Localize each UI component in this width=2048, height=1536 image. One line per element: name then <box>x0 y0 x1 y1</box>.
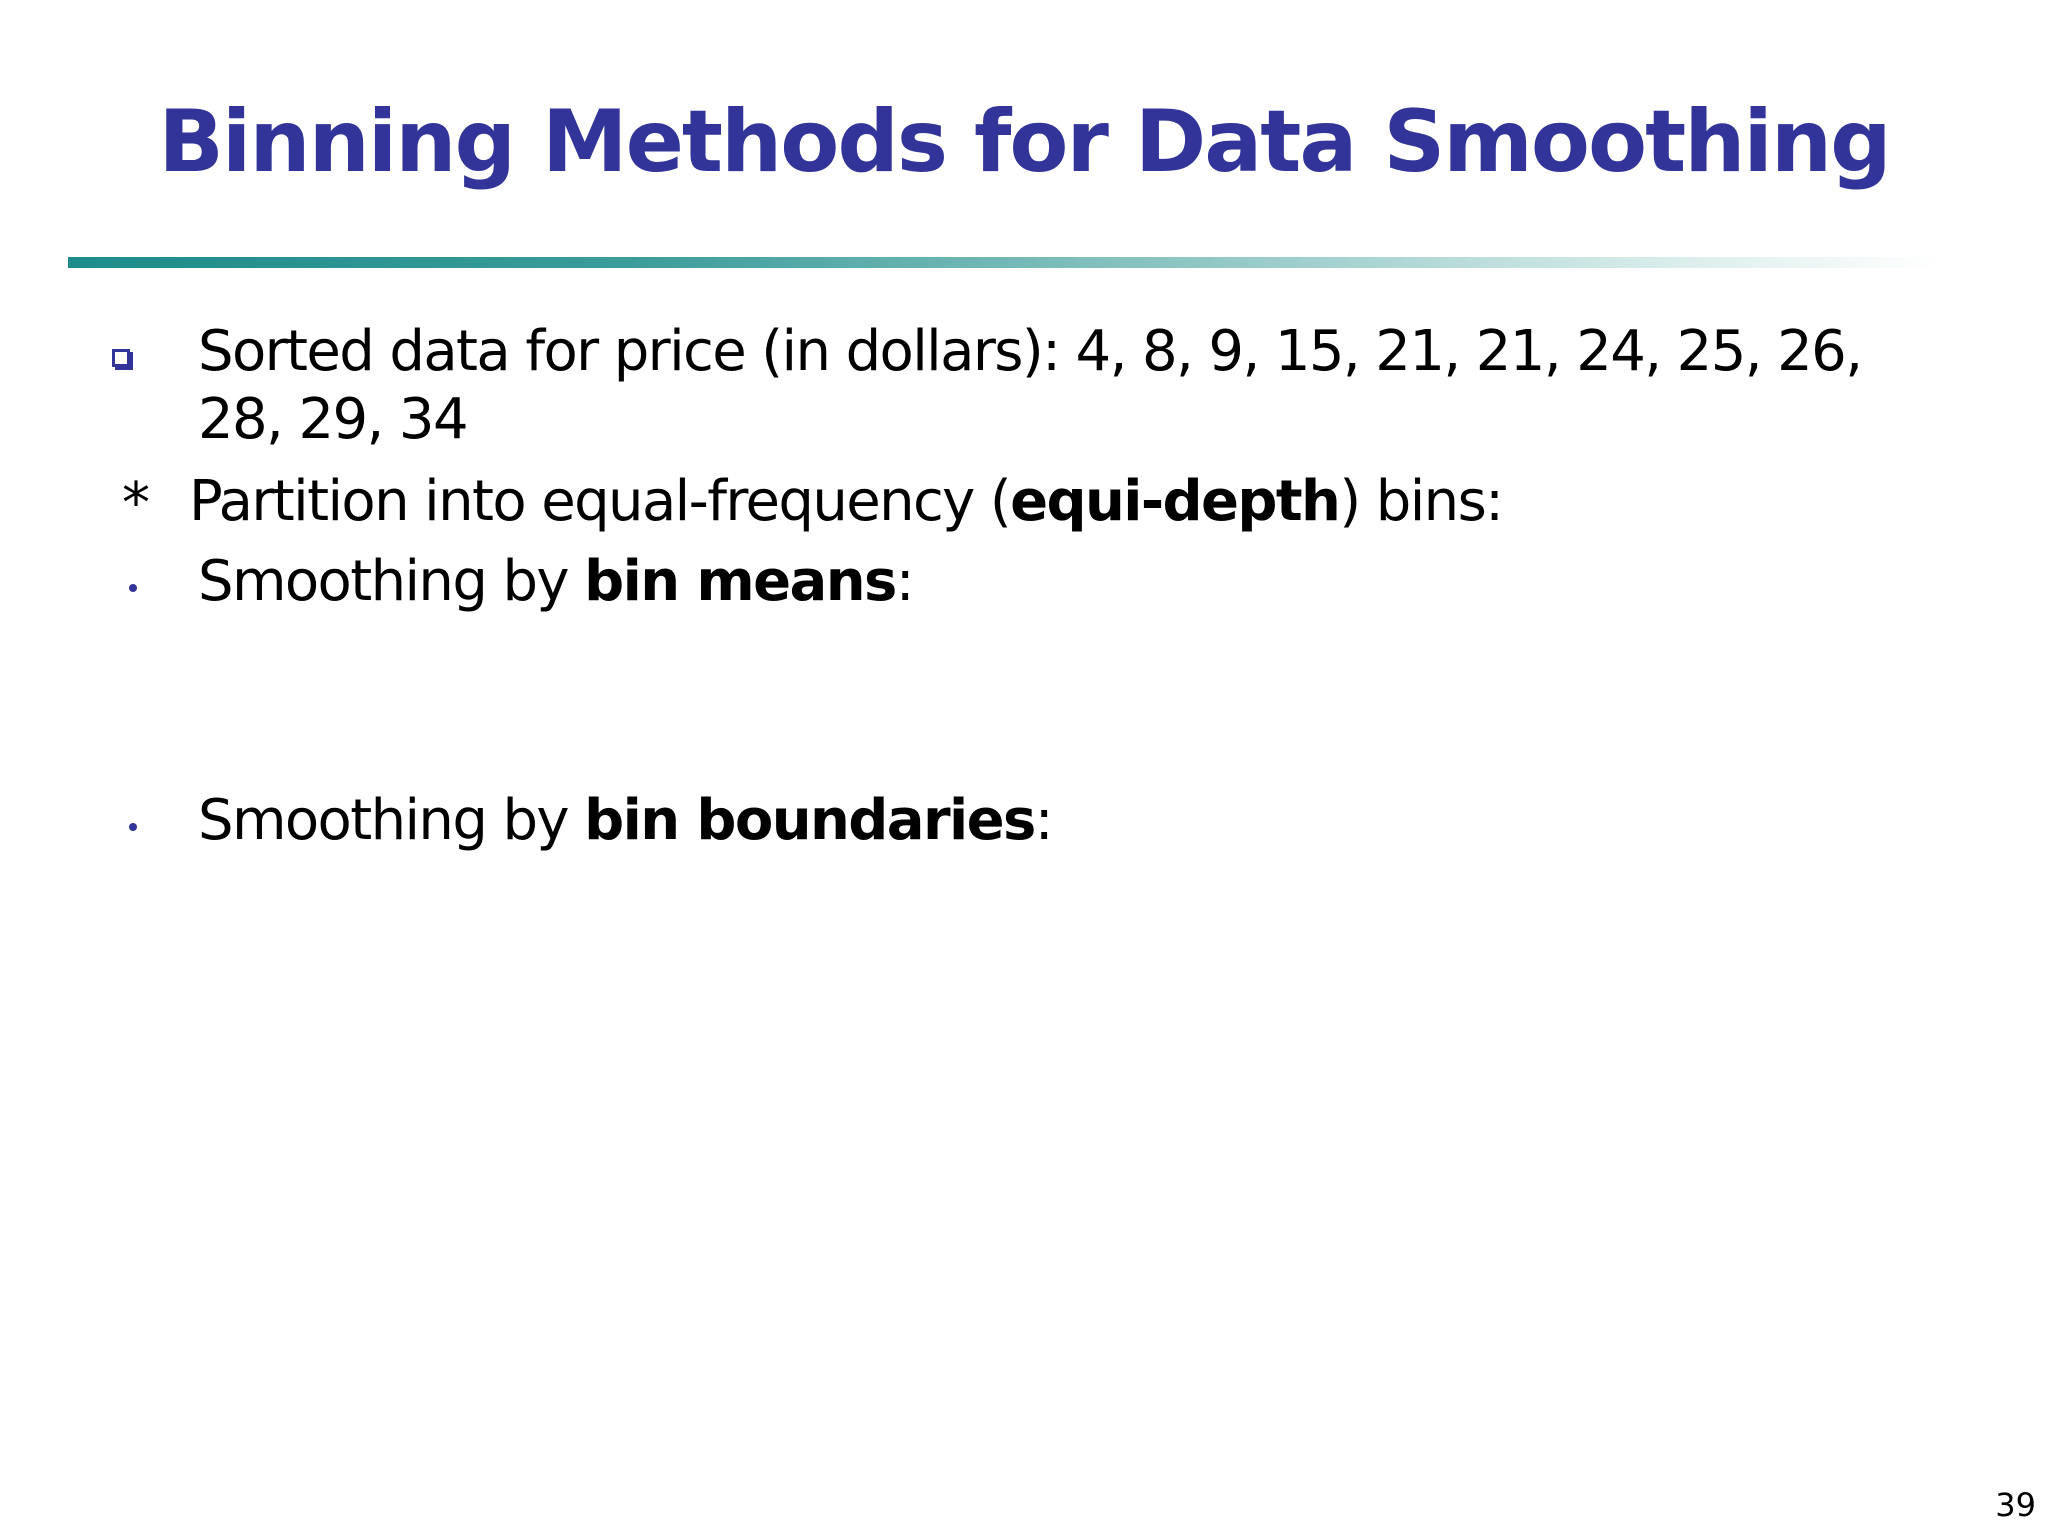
bin-means-suffix: : <box>895 549 914 614</box>
sorted-data-line-1: Sorted data for price (in dollars): 4, 8, 9, 15, 21, 21, 24, 25, 26, <box>198 319 1862 384</box>
page-number: 39 <box>1995 1486 2036 1524</box>
bin-means-bold: bin means <box>584 549 896 614</box>
hollow-square-bullet-icon <box>112 349 130 367</box>
dot-bullet-icon <box>129 823 137 831</box>
sorted-data-line-2: 28, 29, 34 <box>198 387 467 452</box>
bin-boundaries-suffix: : <box>1034 788 1052 853</box>
bin-boundaries-prefix: Smoothing by <box>198 788 585 853</box>
partition-bold: equi-depth <box>1010 469 1340 534</box>
partition-line <box>189 468 1502 536</box>
slide-title: Binning Methods for Data Smoothing <box>158 92 1890 192</box>
dot-bullet-icon <box>129 584 137 592</box>
bin-boundaries-bold: bin boundaries <box>584 788 1035 853</box>
bin-means-line <box>198 548 913 616</box>
asterisk-bullet: * <box>122 471 150 536</box>
bin-boundaries-line <box>198 787 1052 855</box>
partition-suffix: ) bins: <box>1339 469 1503 534</box>
bin-means-prefix: Smoothing by <box>198 549 585 614</box>
title-divider <box>68 257 1938 268</box>
partition-prefix: Partition into equal-frequency ( <box>189 469 1011 534</box>
